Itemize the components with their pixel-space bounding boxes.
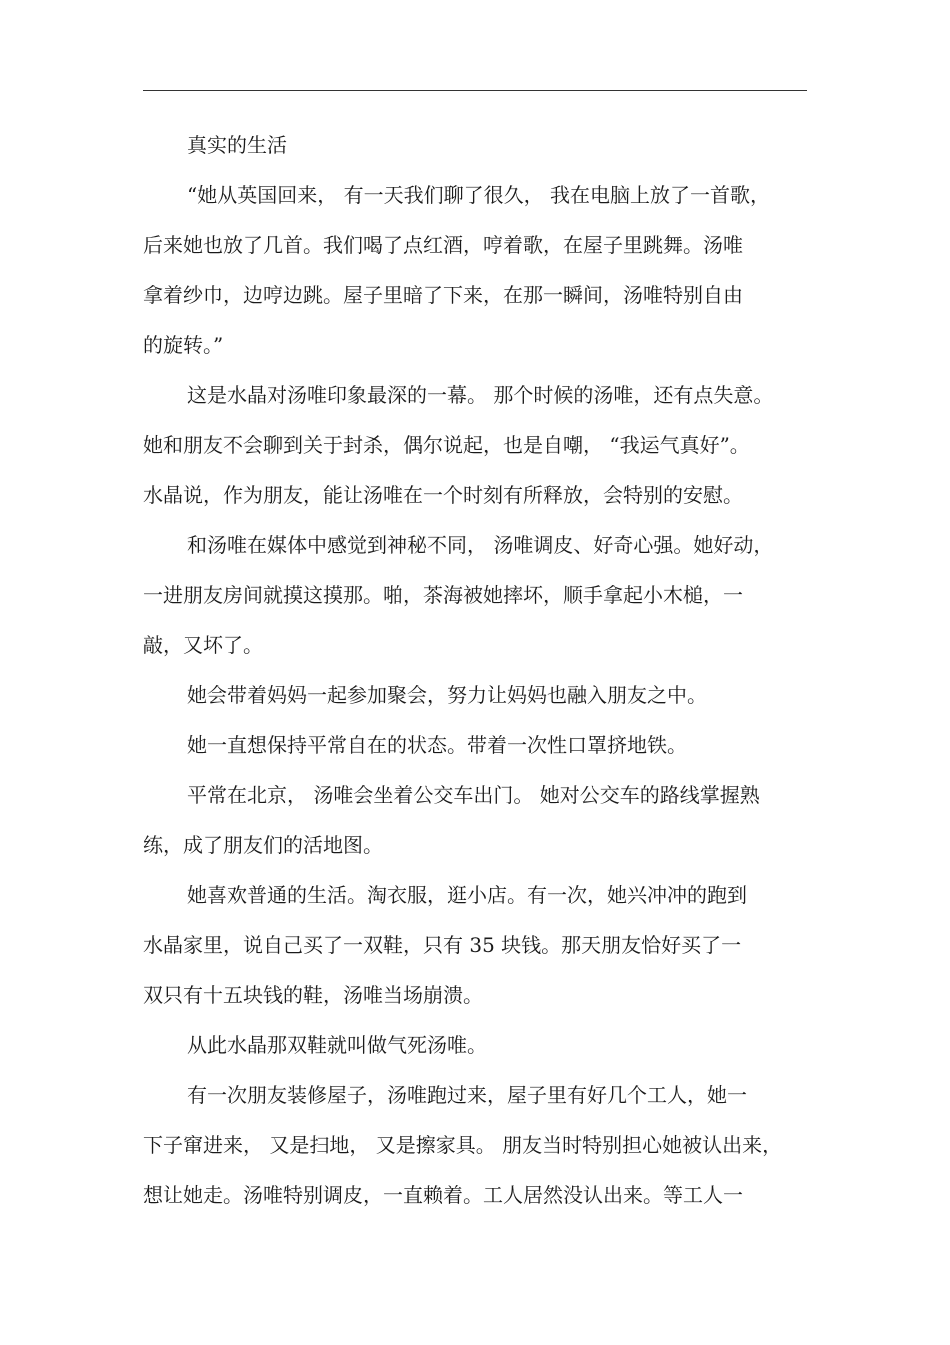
text-line: 这是水晶对汤唯印象最深的一幕。 那个时候的汤唯，还有点失意。 <box>187 383 774 407</box>
text-line: 下子窜进来， 又是扫地， 又是擦家具。 朋友当时特别担心她被认出来， <box>143 1133 783 1157</box>
text-line: 后来她也放了几首。我们喝了点红酒，哼着歌，在屋子里跳舞。汤唯 <box>143 233 743 257</box>
section-title: 真实的生活 <box>187 133 287 157</box>
text-line: 水晶说，作为朋友，能让汤唯在一个时刻有所释放，会特别的安慰。 <box>143 483 743 507</box>
text-line: 从此水晶那双鞋就叫做气死汤唯。 <box>187 1033 487 1057</box>
text-line: 敲，又坏了。 <box>143 633 263 657</box>
text-line: 她一直想保持平常自在的状态。带着一次性口罩挤地铁。 <box>187 733 687 757</box>
text-line: 想让她走。汤唯特别调皮，一直赖着。工人居然没认出来。等工人一 <box>143 1183 743 1207</box>
text-line: 一进朋友房间就摸这摸那。啪，茶海被她摔坏，顺手拿起小木槌，一 <box>143 583 743 607</box>
text-line: “她从英国回来， 有一天我们聊了很久， 我在电脑上放了一首歌， <box>187 183 770 207</box>
text-line: 和汤唯在媒体中感觉到神秘不同， 汤唯调皮、好奇心强。她好动， <box>187 533 774 557</box>
text-line: 的旋转。” <box>143 333 224 357</box>
text-line: 拿着纱巾，边哼边跳。屋子里暗了下来，在那一瞬间，汤唯特别自由 <box>143 283 743 307</box>
text-line: 平常在北京， 汤唯会坐着公交车出门。 她对公交车的路线掌握熟 <box>187 783 760 807</box>
text-line: 有一次朋友装修屋子，汤唯跑过来，屋子里有好几个工人，她一 <box>187 1083 747 1107</box>
text-line: 双只有十五块钱的鞋，汤唯当场崩溃。 <box>143 983 483 1007</box>
text-line: 练，成了朋友们的活地图。 <box>143 833 383 857</box>
text-line: 她会带着妈妈一起参加聚会，努力让妈妈也融入朋友之中。 <box>187 683 707 707</box>
text-line: 水晶家里，说自己买了一双鞋，只有 35 块钱。那天朋友恰好买了一 <box>143 933 742 957</box>
header-rule <box>143 90 807 91</box>
text-line: 她和朋友不会聊到关于封杀，偶尔说起，也是自嘲， “我运气真好”。 <box>143 433 750 457</box>
text-line: 她喜欢普通的生活。淘衣服，逛小店。有一次，她兴冲冲的跑到 <box>187 883 747 907</box>
